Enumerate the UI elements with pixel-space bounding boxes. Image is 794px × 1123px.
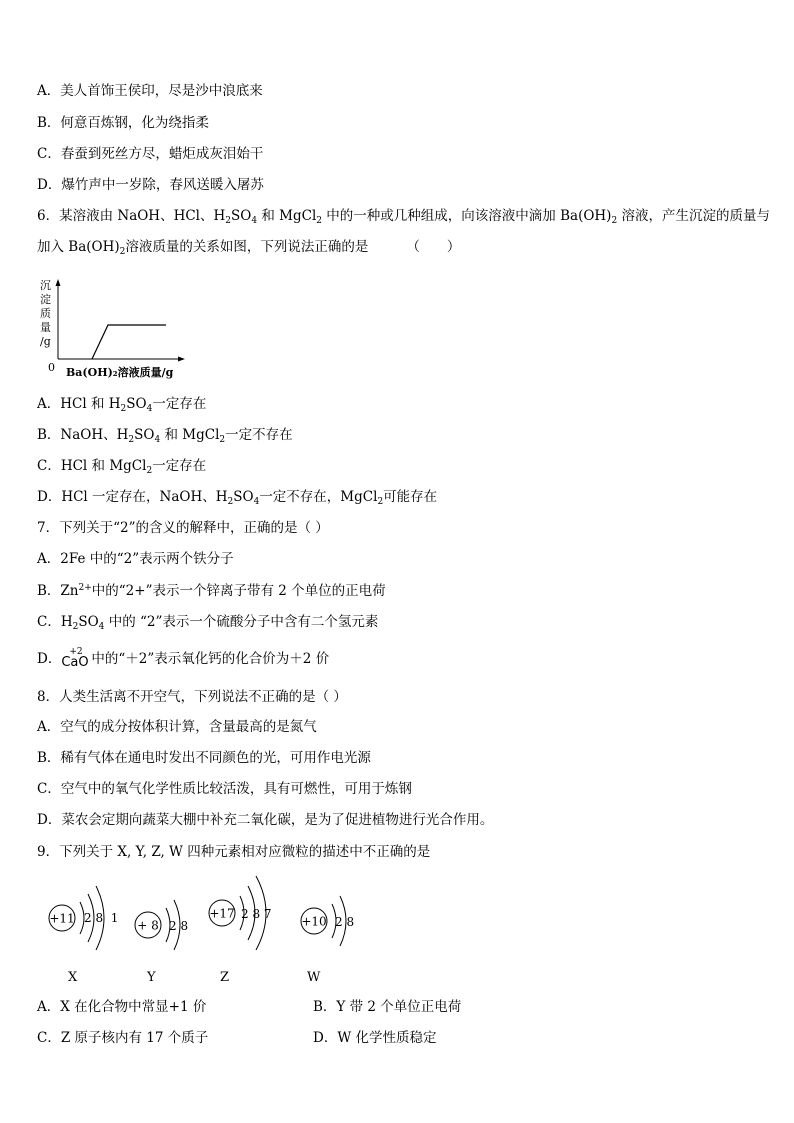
q6-option-b: B．NaOH、$H_2SO_4$ 和 MgCl$_2$一定不存在 [37,427,293,445]
q5-option-c: C．春蚕到死丝方尽，蜡炬成灰泪始干 [37,146,264,162]
q6-stem-line1: 6．某溶液由 NaOH、HCl、$H_2SO_4$ 和 MgCl$_2$ 中的一种或几种组成，向该溶液中滴加 $Ba(OH)_2$ 溶液，产生沉淀的质量与 [37,208,770,226]
q9-option-a: A．X 在化合物中常显+1 价 [37,999,207,1015]
q5-option-a: A．美人首饰王侯印，尽是沙中浪底来 [37,83,263,99]
q6-option-a: A．HCl 和 $H_2SO_4$一定存在 [37,396,207,414]
q6-option-c: C．HCl 和 MgCl$_2$一定存在 [37,458,207,476]
q8-stem: 8．人类生活离不开空气，下列说法不正确的是（ ） [37,689,347,705]
svg-text:2 8 7: 2 8 7 [241,907,272,921]
q8-option-c: C．空气中的氧气化学性质比较活泼，具有可燃性，可用于炼钢 [37,781,412,797]
q9-option-d: D．W 化学性质稳定 [313,1030,437,1046]
q6-curve [92,325,166,359]
q8-option-d: D．菜农会定期向蔬菜大棚中补充二氧化碳，是为了促进植物进行光合作用。 [37,812,494,828]
atom-w [301,896,354,946]
q9-atom-diagrams [40,868,380,968]
svg-text:+17: +17 [209,906,235,921]
q8-option-b: B．稀有气体在通电时发出不同颜色的光，可用作电光源 [37,750,371,766]
q7-option-a: A．2Fe 中的“2”表示两个铁分子 [37,551,234,567]
svg-text:2 8: 2 8 [169,919,189,933]
atom-z [209,876,272,950]
q6-y-arrow [56,279,61,286]
svg-text:2 8: 2 8 [335,915,355,929]
q6-ylabel-char: /g [40,335,51,348]
q7-option-b: B．$Zn^{2+}$中的“2+”表示一个锌离子带有 2 个单位的正电荷 [37,583,386,599]
svg-text:2 8 1: 2 8 1 [84,911,119,925]
svg-text:+ 8: + 8 [137,918,159,933]
q5-option-b: B．何意百炼钢，化为绕指柔 [37,115,209,131]
q6-ylabel-char: 质 [40,307,51,320]
q7-option-d: D． +2 CaO 中的“＋2”表示氧化钙的化合价为＋2 价 [37,650,329,669]
q6-origin: 0 [48,361,55,374]
q9-option-c: C．Z 原子核内有 17 个质子 [37,1030,209,1046]
atom-x [49,886,118,950]
atom-label-y: Y [147,970,156,985]
q6-option-d: D．HCl 一定存在，NaOH、$H_2SO_4$一定不存在，MgCl$_2$可能存在 [37,489,438,507]
q8-option-a: A．空气的成分按体积计算，含量最高的是氮气 [37,719,317,735]
q6-ylabel-char: 量 [40,321,51,334]
q6-ylabel-char: 沉 [40,279,51,292]
q6-stem-line2: 加入 $Ba(OH)_2$溶液质量的关系如图，下列说法正确的是 （ ） [37,239,461,257]
atom-y [135,900,188,950]
q6-ylabel-char: 淀 [40,293,51,306]
atom-label-w: W [307,970,321,985]
q7-option-c: C．$H_2SO_4$ 中的 “2”表示一个硫酸分子中含有二个氢元素 [37,614,379,632]
q7-stem: 7．下列关于“2”的含义的解释中，正确的是（ ） [37,520,329,536]
cao-valence: +2 [69,647,83,657]
q6-x-arrow [178,357,185,362]
svg-text:+10: +10 [301,914,327,929]
q5-option-d: D．爆竹声中一岁除，春风送暖入屠苏 [37,177,264,193]
cao-formula: +2 CaO [61,654,91,672]
q9-stem: 9．下列关于 X, Y, Z, W 四种元素相对应微粒的描述中不正确的是 [37,844,431,860]
svg-text:+11: +11 [49,911,75,926]
q9-option-b: B．Y 带 2 个单位正电荷 [313,999,462,1015]
atom-label-x: X [68,970,78,985]
q6-precipitate-graph [30,275,200,385]
q6-xlabel: Ba(OH)₂溶液质量/g [66,366,174,379]
q6-graph-ylabel [40,279,51,348]
atom-label-z: Z [220,970,230,985]
